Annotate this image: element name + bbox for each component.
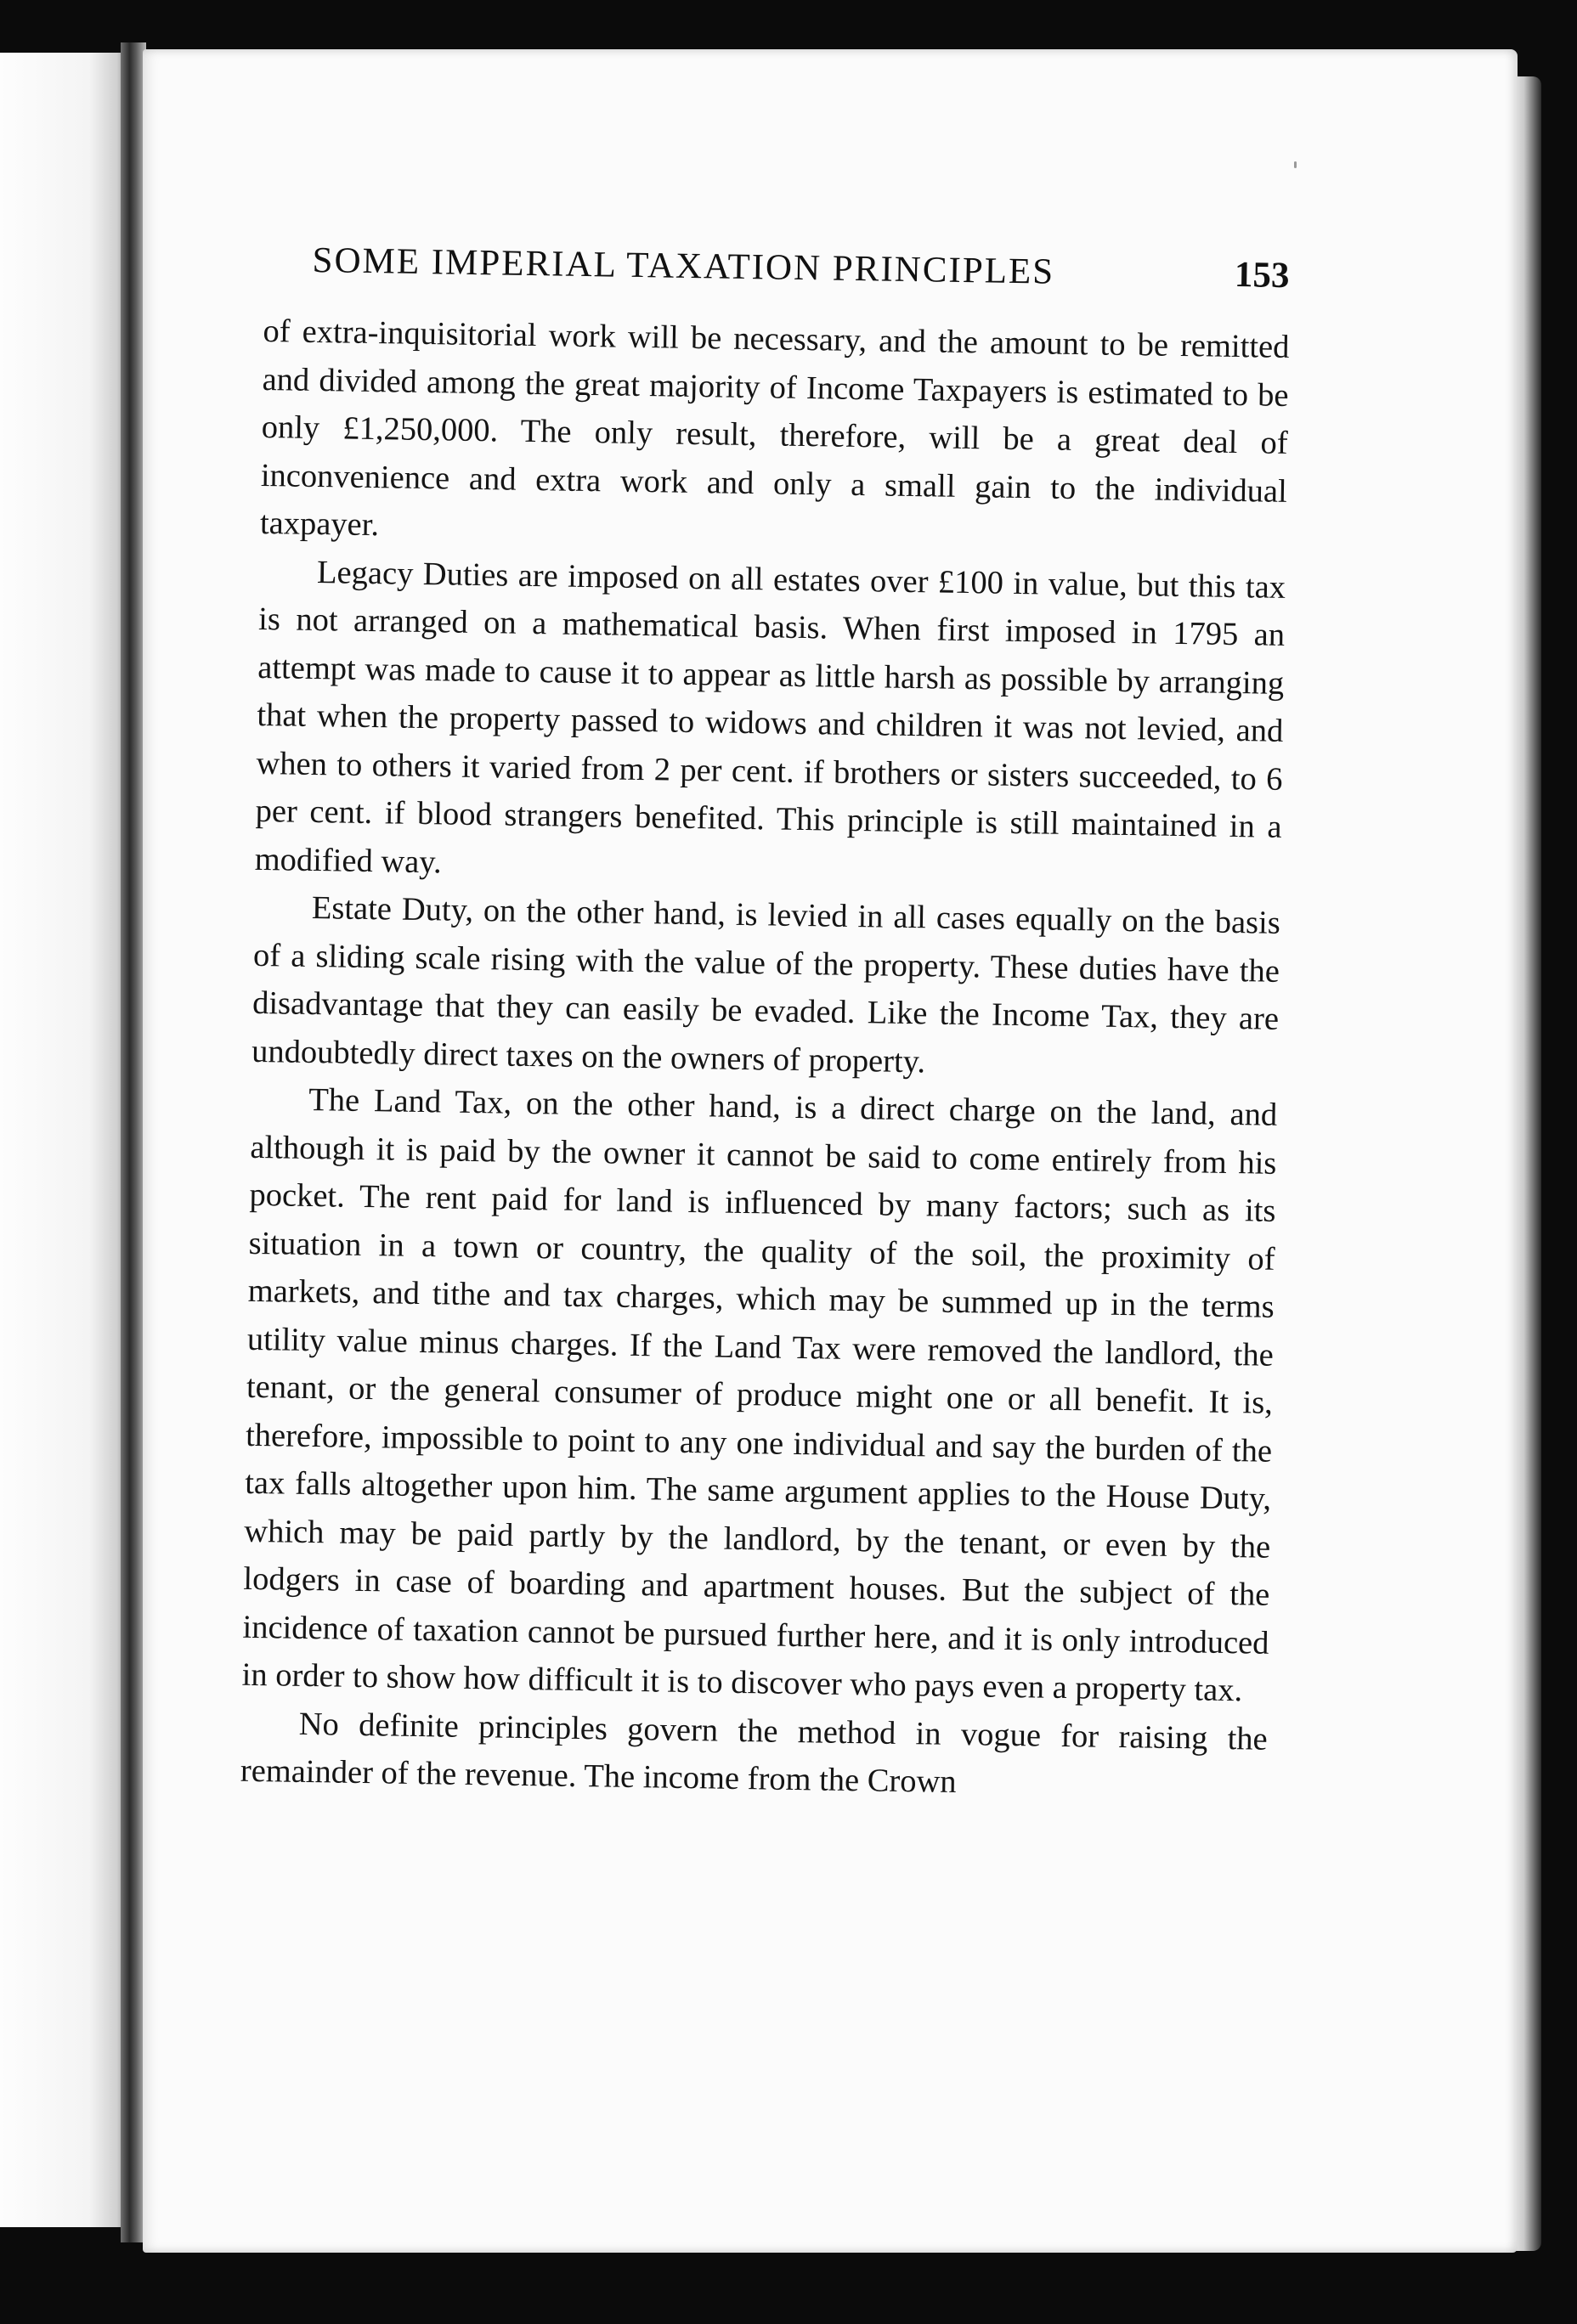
paragraph-legacy-duties: Legacy Duties are imposed on all estates over £100 in value, but this tax is not arranged on a mathematical basis. When first imposed in 1795 an attempt was made to cause it to appear as little harsh as possible by arranging that when the property passed to widows and children it was not levied, and when to others it varied from 2 per cent. if brothers or sisters succeeded, to 6 per cent. if blood strangers benefited. This principle is still maintained in a modified way.	[254, 554, 1286, 880]
paragraph-land-tax: The Land Tax, on the other hand, is a direct charge on the land, and although it is paid by the owner it cannot be said to come entirely from his pocket. The rent paid for land is influenced by many factors; such as its situation in a town or country, the quality of the soil, the proximity of markets, and tithe and tax charges, which may be summed up in the terms utility value minus charges. If the Land Tax were removed the landlord, the tenant, or the general consumer of produce might one or all benefit. It is, therefore, impossible to point to any one individual and say the burden of the tax falls altogether upon him. The same argument applies to the House Duty, which may be paid partly by the landlord, by the tenant, or even by the lodgers in case of boarding and apartment houses. But the subject of the incidence of taxation cannot be pursued further here, and it is only introduced in order to show how difficult it is to discover who pays even a property tax.	[241, 1081, 1278, 1709]
page-number: 153	[1234, 255, 1290, 296]
body-text	[240, 307, 1289, 1811]
facing-page	[0, 53, 127, 2227]
paragraph-continuation: of extra-inquisitorial work will be necessary, and the amount to be remitted and divided among the great majority of Income Taxpayers is estimated to be only £1,250,000. The only result, therefore, will be a great deal of inconvenience and extra work and only a small gain to the individual taxpayer.	[259, 313, 1290, 544]
running-head: SOME IMPERIAL TAXATION PRINCIPLES	[312, 240, 1055, 292]
paragraph-remainder-revenue: No definite principles govern the method in vogue for raising the remainder of the revenue. The income from the Crown	[240, 1706, 1269, 1801]
ink-speck	[1294, 161, 1297, 168]
paragraph-estate-duty: Estate Duty, on the other hand, is levied in all cases equally on the basis of a sliding scale rising with the value of the property. These duties have the disadvantage that they can easily be evaded. Like the Income Tax, they are undoubtedly direct taxes on the owners of property.	[251, 889, 1281, 1080]
